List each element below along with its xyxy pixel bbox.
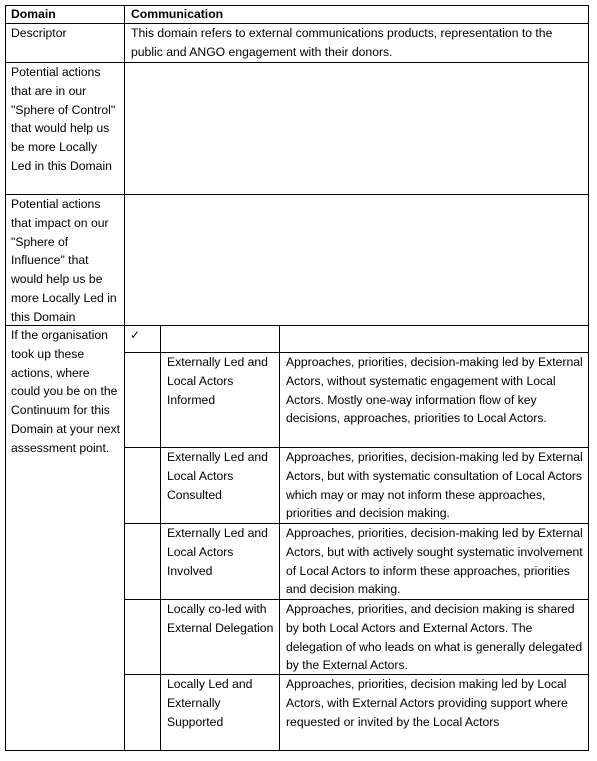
sphere-of-control-field[interactable]: [131, 63, 581, 191]
option-description: Approaches, priorities, and decision making is shared by both Local Actors and External Actors. The delegation of who leads on what is generally delegated by the External Actors.: [286, 602, 583, 673]
table-border-left: [5, 5, 6, 751]
table-border-right: [588, 5, 589, 751]
sphere-of-influence-label: Potential actions that impact on our "Sphere of Influence" that would help us be more Locally Led in this Domain: [11, 197, 117, 324]
option-description: Approaches, priorities, decision making led by Local Actors, with External Actors providing support where requested or invited by the Local Actors: [286, 677, 568, 729]
descriptor-text: This domain refers to external communications products, representation to the public and ANGO engagement with their donors.: [131, 26, 553, 59]
option-name: Externally Led and Local Actors Consulted: [167, 450, 268, 502]
table-border-bottom: [5, 750, 589, 751]
assessment-table: [5, 5, 589, 751]
check-mark-icon: ✓: [130, 328, 141, 342]
option-description: Approaches, priorities, decision-making led by External Actors, but with systematic consultation of Local Actors which may or may not inform these approaches, priorities and decision making.: [286, 450, 583, 521]
description-column-divider: [279, 325, 280, 751]
option-name: Locally Led and Externally Supported: [167, 677, 253, 729]
option-name: Externally Led and Local Actors Involved: [167, 526, 268, 578]
continuum-label: If the organisation took up these actions, where could you be on the Continuum for this Domain at your next assessment point.: [11, 328, 121, 455]
option-checkbox[interactable]: [125, 600, 160, 674]
option-description: Approaches, priorities, decision-making led by External Actors, without systematic engagement with Local Actors. Mostly one-way information flow of key decisions, approaches, priorities to Local Actors.: [286, 355, 583, 426]
option-name: Externally Led and Local Actors Informed: [167, 355, 268, 407]
checkbox-column-divider: [160, 325, 161, 751]
option-checkbox[interactable]: [125, 675, 160, 750]
option-checkbox[interactable]: [125, 524, 160, 599]
header-domain: Domain: [11, 7, 56, 21]
header-domain-value: Communication: [131, 7, 224, 21]
option-checkbox[interactable]: [125, 448, 160, 523]
sphere-of-influence-field[interactable]: [131, 195, 581, 323]
option-name: Locally co-led with External Delegation: [167, 602, 274, 635]
descriptor-label: Descriptor: [11, 26, 67, 40]
option-description: Approaches, priorities, decision-making led by External Actors, but with actively sought systematic involvement of Local Actors to inform these approaches, priorities and decision making.: [286, 526, 583, 597]
sphere-of-control-label: Potential actions that are in our "Sphere of Control" that would help us be more Locally Led in this Domain: [11, 65, 116, 173]
option-checkbox[interactable]: [125, 353, 160, 447]
